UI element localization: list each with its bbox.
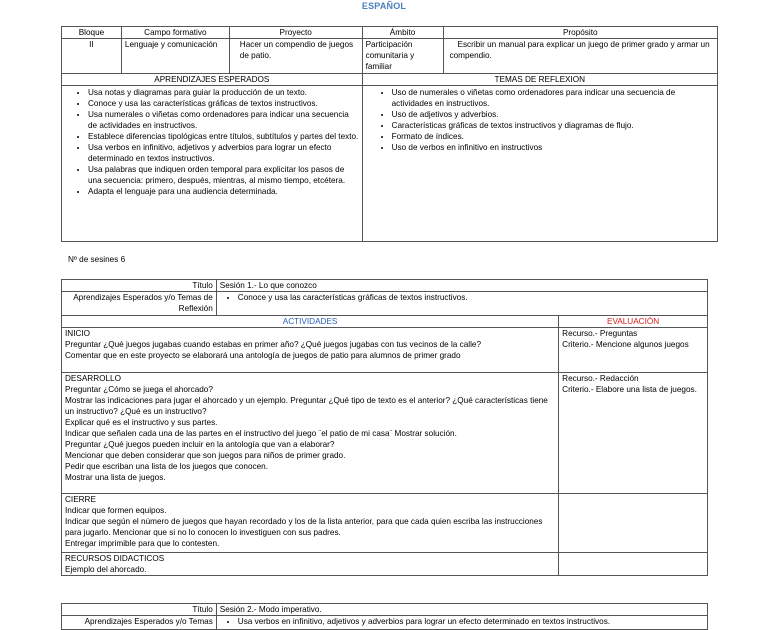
- desarrollo-cell: [62, 373, 559, 494]
- tema-item: • Uso de numerales o viñetas como ordenadores para indicar una secuencia de actividades en instructivos.: [392, 87, 714, 109]
- desarrollo-line: Explicar qué es el instructivo y sus partes.: [65, 418, 218, 427]
- cell-proyecto: Hacer un compendio de juegos de patio.: [229, 39, 362, 74]
- inicio-cell: [62, 328, 559, 373]
- session-2-aprendizajes-list: [220, 616, 704, 627]
- session-1-aprendizajes-label: Aprendizajes Esperados y/o Temas de Reflexión: [62, 292, 217, 316]
- desarrollo-line: Preguntar ¿Qué juegos pueden incluir en la antología que van a elaborar?: [65, 440, 335, 449]
- header-proyecto: Proyecto: [229, 27, 362, 39]
- tema-item: • Uso de verbos en infinitivo en instructivos: [392, 142, 714, 153]
- cierre-eval-cell: [559, 494, 708, 553]
- desarrollo-eval-recurso: Recurso.- Redacción: [562, 374, 639, 383]
- inicio-eval-cell: [559, 328, 708, 373]
- aprendizajes-list: [65, 87, 359, 197]
- session-1-aprendizajes-cell: [216, 292, 707, 316]
- desarrollo-heading: DESARROLLO: [65, 374, 121, 383]
- planning-table: [61, 26, 718, 242]
- cierre-line: Entregar imprimible para que lo contesten.: [65, 539, 220, 548]
- cell-ambito: Participación comunitaria y familiar: [362, 39, 443, 74]
- session-2-aprendizajes-label: Aprendizajes Esperados y/o Temas: [62, 616, 217, 630]
- cierre-cell: [62, 494, 559, 553]
- actividades-header: ACTIVIDADES: [62, 316, 559, 328]
- cell-bloque: II: [62, 39, 122, 74]
- cierre-line: Indicar que formen equipos.: [65, 506, 167, 515]
- document-title: ESPAÑOL: [361, 1, 407, 11]
- aprendizaje-item: • Usa verbos en infinitivo, adjetivos y adverbios para lograr un efecto determinado en textos instructivos.: [88, 142, 359, 164]
- aprendizaje-item: • Usa notas y diagramas para guiar la producción de un texto.: [88, 87, 359, 98]
- desarrollo-eval-criterio: Criterio.- Elabore una lista de juegos.: [562, 385, 697, 394]
- tema-item: • Uso de adjetivos y adverbios.: [392, 109, 714, 120]
- session-2-titulo-label: Título: [62, 604, 217, 616]
- session-1-table: [61, 279, 708, 576]
- cierre-line: Indicar que según el número de juegos que hayan recordado y los de la lista anterior, para que cada quien escriba las instrucciones para jugarlo. Mencionar que si no lo conocen lo investiguen con sus padres.: [65, 517, 543, 537]
- inicio-line: Preguntar ¿Qué juegos jugabas cuando estabas en primer año? ¿Qué juegos jugabas con tus vecinos de la calle?: [65, 340, 482, 349]
- cell-campo-formativo: Lenguaje y comunicación: [121, 39, 229, 74]
- inicio-line: Comentar que en este proyecto se elaborará una antología de juegos de patio para alumnos de primer grado: [65, 351, 461, 360]
- desarrollo-line: Indicar que señalen cada una de las partes en el instructivo del juego ¨el patio de mi casa¨ Mostrar solución.: [65, 429, 457, 438]
- cierre-heading: CIERRE: [65, 495, 96, 504]
- desarrollo-line: Mostrar una lista de juegos.: [65, 473, 166, 482]
- tema-item: • Formato de índices.: [392, 131, 714, 142]
- evaluacion-header: EVALUACIÓN: [559, 316, 708, 328]
- temas-header: TEMAS DE REFLEXION: [362, 74, 717, 86]
- header-ambito: Ámbito: [362, 27, 443, 39]
- recursos-eval-cell: [559, 553, 708, 576]
- tema-item: • Características gráficas de textos instructivos y diagramas de flujo.: [392, 120, 714, 131]
- aprendizaje-item: • Usa palabras que indiquen orden temporal para explicitar los pasos de una secuencia: primero, después, mientras, al mismo tiempo, etcétera.: [88, 164, 359, 186]
- header-campo-formativo: Campo formativo: [121, 27, 229, 39]
- session-2-aprendizaje-item: • Usa verbos en infinitivo, adjetivos y adverbios para lograr un efecto determinado en textos instructivos.: [238, 616, 704, 627]
- recursos-cell: [62, 553, 559, 576]
- aprendizajes-header: APRENDIZAJES ESPERADOS: [62, 74, 363, 86]
- session-1-aprendizajes-list: [220, 292, 704, 303]
- aprendizaje-item: • Usa numerales o viñetas como ordenadores para indicar una secuencia de actividades en instructivos.: [88, 109, 359, 131]
- desarrollo-line: Preguntar ¿Cómo se juega el ahorcado?: [65, 385, 213, 394]
- inicio-eval-recurso: Recurso.- Preguntas: [562, 329, 638, 338]
- aprendizaje-item: • Establece diferencias tipológicas entre títulos, subtítulos y partes del texto.: [88, 131, 359, 142]
- aprendizaje-item: • Adapta el lenguaje para una audiencia determinada.: [88, 186, 359, 197]
- recursos-line: Ejemplo del ahorcado.: [65, 565, 147, 574]
- recursos-heading: RECURSOS DIDACTICOS: [65, 554, 165, 563]
- inicio-heading: INICIO: [65, 329, 91, 338]
- desarrollo-line: Mostrar las indicaciones para jugar el ahorcado y un ejemplo. Preguntar ¿Qué tipo de texto es el anterior? ¿Qué características tiene un instructivo? ¿Qué es un instructivo?: [65, 396, 548, 416]
- session-2-titulo: Sesión 2.- Modo imperativo.: [216, 604, 707, 616]
- temas-list: [366, 87, 714, 153]
- session-1-titulo-label: Título: [62, 280, 217, 292]
- aprendizaje-item: • Conoce y usa las características gráficas de textos instructivos.: [88, 98, 359, 109]
- desarrollo-eval-cell: [559, 373, 708, 494]
- sessions-count: Nº de sesines 6: [68, 255, 126, 264]
- aprendizajes-list-cell: [62, 86, 363, 242]
- session-1-aprendizaje-item: • Conoce y usa las características gráficas de textos instructivos.: [238, 292, 704, 303]
- desarrollo-line: Mencionar que deben considerar que son juegos para niños de primer grado.: [65, 451, 346, 460]
- header-proposito: Propósito: [443, 27, 718, 39]
- header-bloque: Bloque: [62, 27, 122, 39]
- session-2-aprendizajes-cell: [216, 616, 707, 630]
- desarrollo-line: Pedir que escriban una lista de los juegos que conocen.: [65, 462, 269, 471]
- inicio-eval-criterio: Criterio.- Mencione algunos juegos: [562, 340, 689, 349]
- session-2-table: [61, 603, 708, 630]
- session-1-titulo: Sesión 1.- Lo que conozco: [216, 280, 707, 292]
- temas-list-cell: [362, 86, 717, 242]
- cell-proposito: Escribir un manual para explicar un juego de primer grado y armar un compendio.: [443, 39, 718, 74]
